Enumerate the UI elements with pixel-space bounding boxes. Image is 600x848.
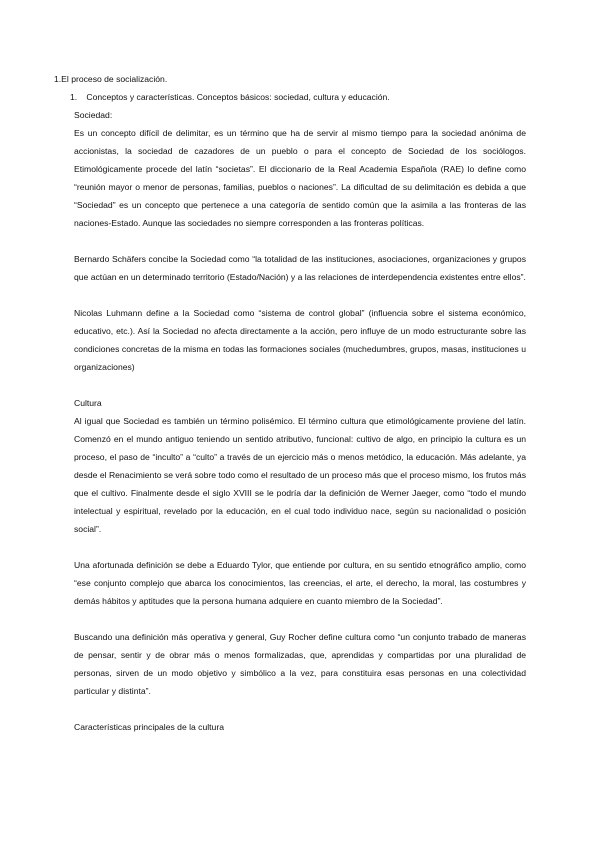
paragraph-schafers: Bernardo Schäfers concibe la Sociedad como “la totalidad de las instituciones, asociaciones, organizaciones y grupos que actúan en un determinado territorio (Estado/Nación) y a las relaciones de interdependencia existentes entre ellos”. bbox=[74, 254, 526, 282]
spacer bbox=[74, 376, 526, 394]
document-body bbox=[54, 70, 526, 736]
spacer bbox=[74, 286, 526, 304]
subheading bbox=[70, 88, 526, 106]
section-label-cultura: Cultura bbox=[74, 398, 102, 408]
spacer bbox=[74, 232, 526, 250]
paragraph-rocher: Buscando una definición más operativa y general, Guy Rocher define cultura como “un conjunto trabado de maneras de pensar, sentir y de obrar más o menos formalizadas, que, aprendidas y compartidas por una pluralidad de personas, sirven de un modo objetivo y simbólico a la vez, para constituira esas personas en una colectividad particular y distinta”. bbox=[74, 632, 526, 696]
paragraph-luhmann: Nicolas Luhmann define a la Sociedad como “sistema de control global” (influencia sobre el sistema económico, educativo, etc.). Así la Sociedad no afecta directamente a la acción, pero influye de un modo estructurante sobre las condiciones concretas de la misma en todas las formaciones sociales (muchedumbres, grupos, masas, instituciones u organizaciones) bbox=[74, 308, 526, 372]
spacer bbox=[74, 538, 526, 556]
subheading-text: Conceptos y características. Conceptos básicos: sociedad, cultura y educación. bbox=[86, 92, 390, 102]
spacer bbox=[74, 700, 526, 718]
paragraph-sociedad-definition: Es un concepto difícil de delimitar, es un término que ha de servir al mismo tiempo para la sociedad anónima de accionistas, la sociedad de cazadores de un pueblo o para el concepto de Sociedad de los sociólogos. Etimológicamente procede del latín “societas”. El diccionario de la Real Academia Española (RAE) lo define como “reunión mayor o menor de personas, familias, pueblos o naciones”. La dificultad de su delimitación es debida a que “Sociedad” es un concepto que pertenece a una categoría de sentido común que la asimila a las fronteras de las naciones-Estado. Aunque las sociedades no siempre corresponden a las fronteras políticas. bbox=[74, 128, 526, 228]
paragraph-cultura-definition: Al igual que Sociedad es también un término polisémico. El término cultura que etimológicamente proviene del latín. Comenzó en el mundo antiguo teniendo un sentido atributivo, funcional: cultivo de algo, en principio la cultura es un proceso, el paso de “inculto” a “culto” a través de un ejercicio más o menos metódico, la educación. Más adelante, ya desde el Renacimiento se verá sobre todo como el resultado de un proceso más que el proceso mismo, los frutos más que el cultivo. Finalmente desde el siglo XVIII se le podría dar la definición de Werner Jaeger, como “todo el mundo intelectual y espiritual, revelado por la educación, en el cual todo individuo nace, según su nacionalidad o posición social”. bbox=[74, 416, 526, 534]
subheading-number: 1. bbox=[70, 92, 78, 102]
section-label-caracteristicas: Características principales de la cultura bbox=[74, 722, 224, 732]
main-heading: 1.El proceso de socialización. bbox=[54, 74, 168, 84]
paragraph-tylor: Una afortunada definición se debe a Eduardo Tylor, que entiende por cultura, en su sentido etnográfico amplio, como “ese conjunto complejo que abarca los conocimientos, las creencias, el arte, el derecho, la moral, las costumbres y demás hábitos y aptitudes que la persona humana adquiere en cuanto miembro de la Sociedad”. bbox=[74, 560, 526, 606]
spacer bbox=[74, 610, 526, 628]
section-label-sociedad: Sociedad: bbox=[74, 110, 113, 120]
